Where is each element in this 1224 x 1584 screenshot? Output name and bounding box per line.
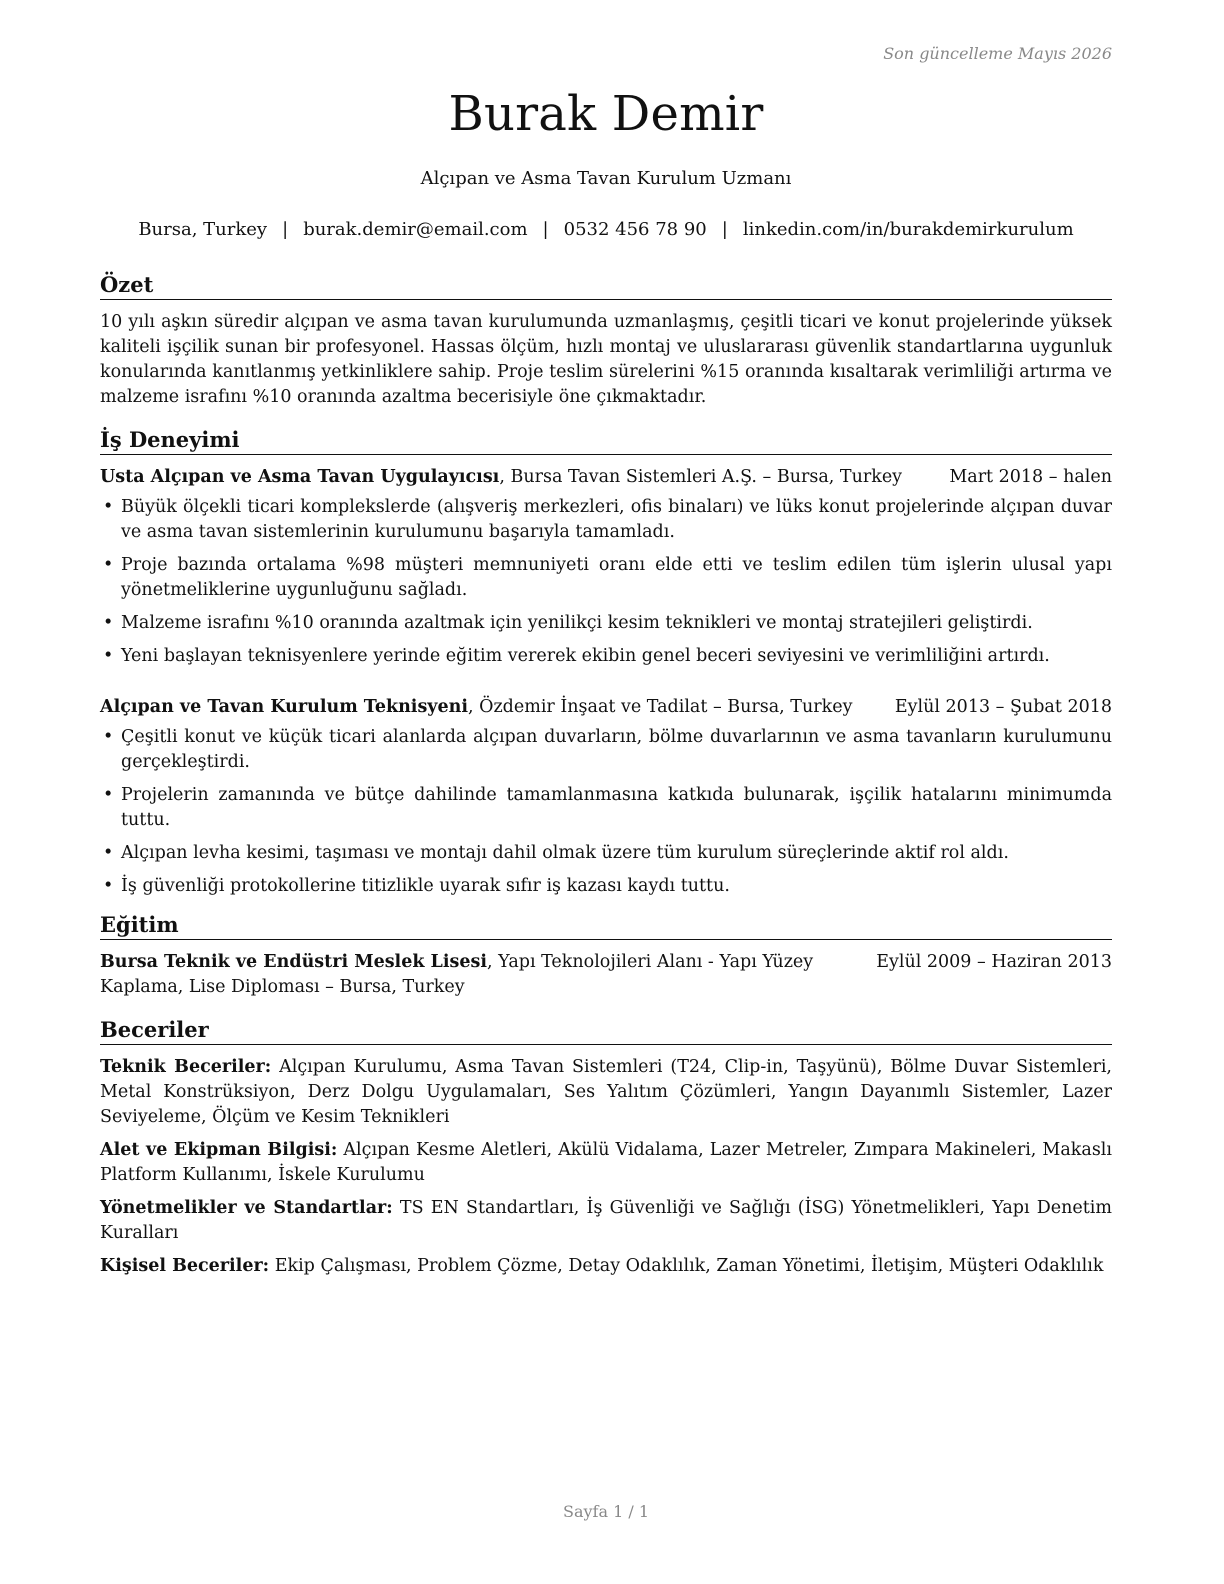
job-bullet: • Çeşitli konut ve küçük ticari alanlarda alçıpan duvarların, bölme duvarlarının ve asma tavanların kurulumunu gerçekleştirdi.	[100, 725, 1112, 775]
skill-label: Yönetmelikler ve Standartlar:	[100, 1198, 393, 1218]
contact-separator: |	[282, 219, 289, 240]
education-section	[100, 911, 1112, 1000]
skills-section	[100, 1016, 1112, 1279]
skill-label: Teknik Beceriler:	[100, 1057, 272, 1077]
job-entry	[100, 465, 1112, 669]
job-header	[100, 695, 1112, 720]
contact-separator: |	[542, 219, 549, 240]
job-dates: Mart 2018 – halen	[949, 467, 1112, 487]
summary-section	[100, 271, 1112, 410]
section-title-experience: İş Deneyimi	[100, 426, 1112, 455]
job-header	[100, 465, 1112, 490]
job-position: Usta Alçıpan ve Asma Tavan Uygulayıcısı	[100, 467, 500, 487]
section-title-education: Eğitim	[100, 911, 1112, 940]
skill-group	[100, 1254, 1112, 1279]
education-entry	[100, 950, 1112, 1000]
resume-content	[100, 271, 1112, 1287]
skill-text: TS EN Standartları, İş Güvenliği ve Sağlığı (İSG) Yönetmelikleri, Yapı Denetim Kuralları	[100, 1198, 1113, 1243]
skill-group	[100, 1138, 1112, 1188]
contact-linkedin[interactable]: linkedin.com/in/burakdemirkurulum	[742, 219, 1074, 240]
contact-separator: |	[721, 219, 728, 240]
job-entry	[100, 695, 1112, 899]
skill-text: Alçıpan Kurulumu, Asma Tavan Sistemleri (T24, Clip-in, Taşyünü), Bölme Duvar Sistemleri, Metal Konstrüksiyon, Derz Dolgu Uygulamaları, Ses Yalıtım Çözümleri, Yangın Dayanımlı Sistemler, Lazer Seviyeleme, Ölçüm ve Kesim Teknikleri	[100, 1057, 1112, 1127]
summary-text: 10 yılı aşkın süredir alçıpan ve asma tavan kurulumunda uzmanlaşmış, çeşitli ticari ve konut projelerinde yüksek kaliteli işçilik sunan bir profesyonel. Hassas ölçüm, hızlı montaj ve uluslararası güvenlik standartlarına uygunluk konularında kanıtlanmış yetkinliklere sahip. Proje teslim sürelerini %15 oranında kısaltarak verimliliği artırma ve malzeme israfını %10 oranında azaltma becerisiyle öne çıkmaktadır.	[100, 312, 1112, 407]
candidate-name: Burak Demir	[448, 86, 764, 142]
skill-label: Kişisel Beceriler:	[100, 1256, 270, 1276]
job-bullet: • Malzeme israfını %10 oranında azaltmak için yenilikçi kesim teknikleri ve montaj stratejileri geliştirdi.	[100, 611, 1112, 636]
job-bullet: • Büyük ölçekli ticari komplekslerde (alışveriş merkezleri, ofis binaları) ve lüks konut projelerinde alçıpan duvar ve asma tavan sistemlerinin kurulumunu başarıyla tamamladı.	[100, 495, 1112, 545]
job-bullets	[100, 725, 1112, 899]
contact-email[interactable]: burak.demir@email.com	[303, 219, 528, 240]
job-bullet: • İş güvenliği protokollerine titizlikle uyarak sıfır iş kazası kaydı tuttu.	[100, 874, 1112, 899]
job-bullet: • Projelerin zamanında ve bütçe dahilinde tamamlanmasına katkıda bulunarak, işçilik hatalarını minimumda tuttu.	[100, 783, 1112, 833]
job-bullet: • Yeni başlayan teknisyenlere yerinde eğitim vererek ekibin genel beceri seviyesini ve verimliliğini artırdı.	[100, 644, 1112, 669]
section-title-skills: Beceriler	[100, 1016, 1112, 1045]
education-school: Bursa Teknik ve Endüstri Meslek Lisesi	[100, 952, 487, 972]
contact-phone[interactable]: 0532 456 78 90	[563, 219, 707, 240]
job-dates: Eylül 2013 – Şubat 2018	[894, 697, 1112, 717]
education-details: , Yapı Teknolojileri Alanı - Yapı Yüzey Kaplama, Lise Diploması – Bursa, Turkey	[100, 952, 814, 997]
section-title-summary: Özet	[100, 271, 1112, 300]
job-bullets	[100, 495, 1112, 669]
job-bullet: • Proje bazında ortalama %98 müşteri memnuniyeti oranı elde etti ve teslim edilen tüm işlerin ulusal yapı yönetmeliklerine uygunluğunu sağladı.	[100, 553, 1112, 603]
skill-group	[100, 1055, 1112, 1130]
job-company: , Özdemir İnşaat ve Tadilat – Bursa, Turkey	[467, 697, 853, 717]
skill-group	[100, 1196, 1112, 1246]
last-updated: Son güncelleme Mayıs 2026	[883, 44, 1112, 63]
page-number: Sayfa 1 / 1	[562, 1502, 649, 1521]
skill-text: Alçıpan Kesme Aletleri, Akülü Vidalama, Lazer Metreler, Zımpara Makineleri, Makaslı Platform Kullanımı, İskele Kurulumu	[100, 1140, 1112, 1185]
experience-section	[100, 426, 1112, 899]
skill-label: Alet ve Ekipman Bilgisi:	[100, 1140, 338, 1160]
education-dates: Eylül 2009 – Haziran 2013	[876, 952, 1112, 972]
contact-location: Bursa, Turkey	[138, 219, 268, 240]
contact-line	[100, 219, 1112, 240]
candidate-role: Alçıpan ve Asma Tavan Kurulum Uzmanı	[420, 168, 792, 189]
skill-text: Ekip Çalışması, Problem Çözme, Detay Odaklılık, Zaman Yönetimi, İletişim, Müşteri Odaklılık	[269, 1256, 1104, 1276]
job-company: , Bursa Tavan Sistemleri A.Ş. – Bursa, Turkey	[499, 467, 903, 487]
job-bullet: • Alçıpan levha kesimi, taşıması ve montajı dahil olmak üzere tüm kurulum süreçlerinde aktif rol aldı.	[100, 841, 1112, 866]
job-position: Alçıpan ve Tavan Kurulum Teknisyeni	[100, 697, 468, 717]
resume-page	[100, 0, 1112, 1584]
